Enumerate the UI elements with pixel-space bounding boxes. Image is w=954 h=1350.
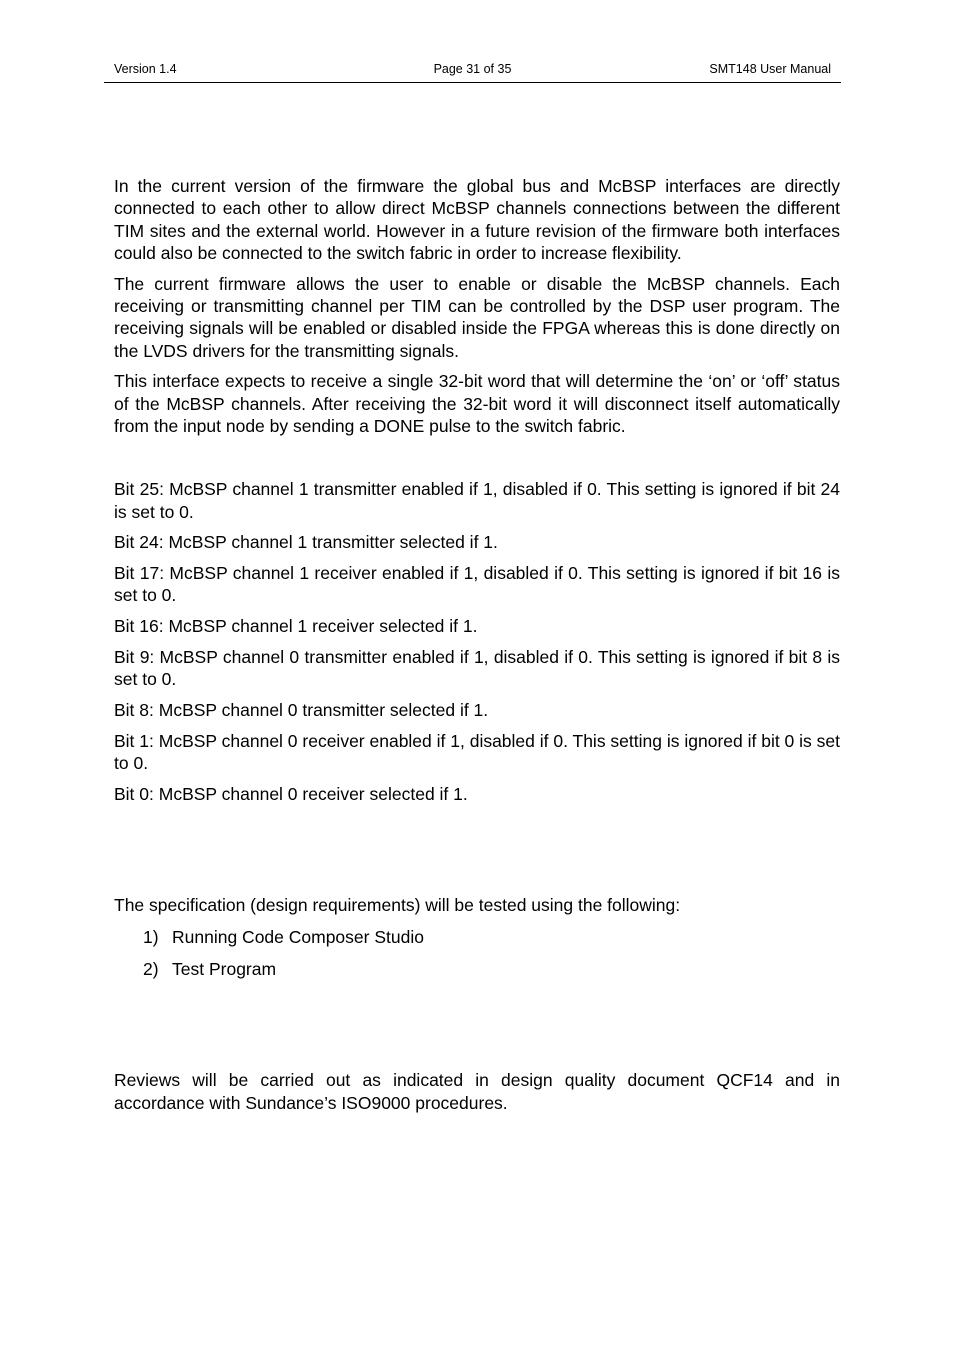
list-item-number: 2) [143,958,159,979]
list-item [114,926,840,948]
intro-paragraph-1: In the current version of the firmware the global bus and McBSP interfaces are directly connected to each other to allow direct McBSP channels connections between the different TIM sites and the external world. However in a future revision of the firmware both interfaces could also be connected to the switch fabric in order to increase flexibility. [114,176,840,263]
bit-description: Bit 25: McBSP channel 1 transmitter enabled if 1, disabled if 0. This setting is ignored if bit 24 is set to 0. [114,479,840,522]
bit-description: Bit 0: McBSP channel 0 receiver selected if 1. [114,784,468,805]
bit-description: Bit 9: McBSP channel 0 transmitter enabled if 1, disabled if 0. This setting is ignored if bit 8 is set to 0. [114,647,840,690]
bit-description: Bit 17: McBSP channel 1 receiver enabled if 1, disabled if 0. This setting is ignored if bit 16 is set to 0. [114,563,840,606]
intro-paragraph-2: The current firmware allows the user to enable or disable the McBSP channels. Each receiving or transmitting channel per TIM can be controlled by the DSP user program. The receiving signals will be enabled or disabled inside the FPGA whereas this is done directly on the LVDS drivers for the transmitting signals. [114,273,840,361]
reviews-paragraph: Reviews will be carried out as indicated in design quality document QCF14 and in accordance with Sundance’s ISO9000 procedures. [114,1070,840,1113]
header-version: Version 1.4 [114,62,177,76]
bit-description: Bit 8: McBSP channel 0 transmitter selected if 1. [114,700,489,721]
header-manual-title: SMT148 User Manual [709,62,831,76]
bit-description: Bit 1: McBSP channel 0 receiver enabled if 1, disabled if 0. This setting is ignored if bit 0 is set to 0. [114,730,840,774]
intro-paragraph-3: This interface expects to receive a single 32-bit word that will determine the ‘on’ or ‘off’ status of the McBSP channels. After receiving the 32-bit word it will disconnect itself automatically from the input node by sending a DONE pulse to the switch fabric. [114,371,840,436]
bit-description: Bit 16: McBSP channel 1 receiver selected if 1. [114,616,478,637]
list-item-text: Test Program [172,958,277,979]
bit-description: Bit 24: McBSP channel 1 transmitter selected if 1. [114,532,498,553]
page-body [114,175,840,1114]
list-item-number: 1) [143,926,159,947]
list-item [114,958,840,980]
testing-list [114,926,840,981]
header-page-number: Page 31 of 35 [433,62,512,76]
page-header [104,62,841,83]
testing-intro: The specification (design requirements) will be tested using the following: [114,895,681,916]
list-item-text: Running Code Composer Studio [172,926,424,947]
